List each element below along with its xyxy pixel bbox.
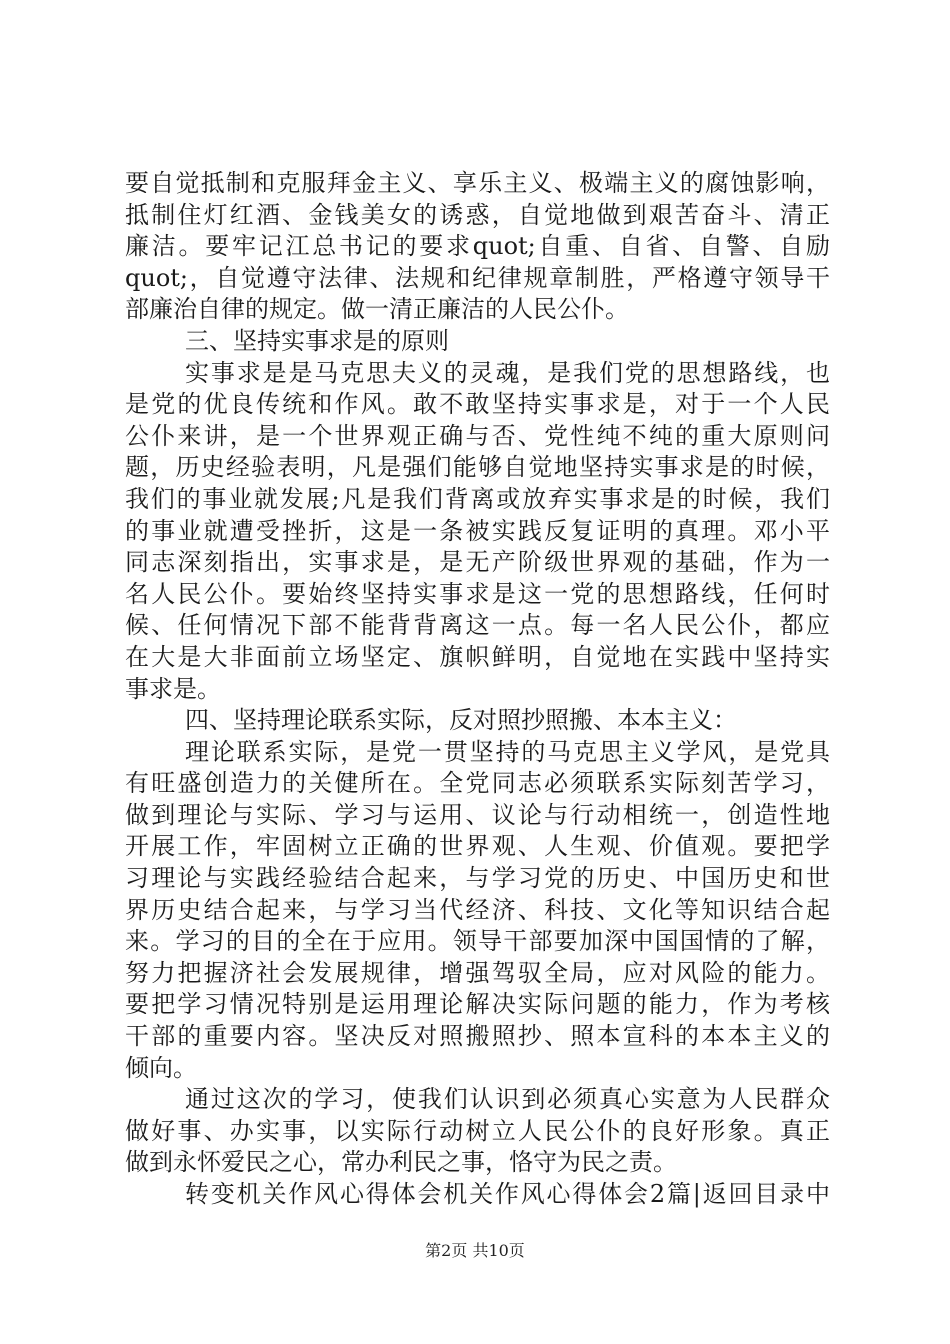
section-heading-3: 三、坚持实事求是的原则 bbox=[185, 326, 449, 355]
text-line: 倾向。 bbox=[125, 1053, 197, 1082]
text-line: 要把学习情况特别是运用理论解决实际问题的能力，作为考核 bbox=[125, 990, 830, 1019]
text-line: 干部的重要内容。坚决反对照搬照抄、照本宣科的本本主义的 bbox=[125, 1022, 830, 1051]
text-line: 做好事、办实事，以实际行动树立人民公仆的良好形象。真正 bbox=[125, 1116, 830, 1145]
text-line: 有旺盛创造力的关健所在。全党同志必须联系实际刻苦学习， bbox=[125, 769, 830, 798]
section-heading-4: 四、坚持理论联系实际，反对照抄照搬、本本主义： bbox=[185, 706, 737, 735]
text-line: 抵制住灯红酒、金钱美女的诱惑，自觉地做到艰苦奋斗、清正 bbox=[125, 200, 830, 229]
text-line: 转变机关作风心得体会机关作风心得体会2篇|返回目录中 bbox=[185, 1180, 830, 1208]
text-line: 界历史结合起来，与学习当代经济、科技、文化等知识结合起 bbox=[125, 895, 830, 924]
text-line: 理论联系实际，是党一贯坚持的马克思主义学风，是党具 bbox=[185, 737, 830, 766]
text-line: 同志深刻指出，实事求是，是无产阶级世界观的基础，作为一 bbox=[125, 548, 830, 577]
text-line: 是党的优良传统和作风。敢不敢坚持实事求是，对于一个人民 bbox=[125, 390, 830, 419]
text-line: 名人民公仆。要始终坚持实事求是这一党的思想路线，任何时 bbox=[125, 579, 830, 608]
text-line: 廉洁。要牢记江总书记的要求quot;自重、自省、自警、自励 bbox=[125, 232, 830, 261]
text-line: 习理论与实践经验结合起来，与学习党的历史、中国历史和世 bbox=[125, 864, 830, 893]
text-line: 做到永怀爱民之心，常办利民之事，恪守为民之责。 bbox=[125, 1148, 677, 1177]
text-line: 的事业就遭受挫折，这是一条被实践反复证明的真理。邓小平 bbox=[125, 516, 830, 545]
text-line: 开展工作，牢固树立正确的世界观、人生观、价值观。要把学 bbox=[125, 832, 830, 861]
page-number-footer: 第2页 共10页 bbox=[425, 1241, 525, 1260]
text-line: 努力把握济社会发展规律，增强驾驭全局，应对风险的能力。 bbox=[125, 958, 830, 987]
text-line: 通过这次的学习，使我们认识到必须真心实意为人民群众 bbox=[185, 1085, 830, 1114]
text-line: 来。学习的目的全在于应用。领导干部要加深中国国情的了解， bbox=[125, 927, 830, 956]
text-line: 要自觉抵制和克服拜金主义、享乐主义、极端主义的腐蚀影响， bbox=[125, 169, 830, 197]
document-body bbox=[125, 168, 830, 1211]
text-line: 候、任何情况下部不能背背离这一点。每一名人民公仆，都应 bbox=[125, 611, 830, 640]
text-line: 在大是大非面前立场坚定、旗帜鲜明，自觉地在实践中坚持实 bbox=[125, 642, 830, 671]
text-line: 题，历史经验表明，凡是强们能够自觉地坚持实事求是的时候， bbox=[125, 453, 830, 482]
text-line: 部廉治自律的规定。做一清正廉洁的人民公仆。 bbox=[125, 295, 629, 324]
text-line: 公仆来讲，是一个世界观正确与否、党性纯不纯的重大原则问 bbox=[125, 421, 830, 450]
text-line: 我们的事业就发展;凡是我们背离或放弃实事求是的时候，我们 bbox=[125, 484, 830, 513]
text-line: quot;，自觉遵守法律、法规和纪律规章制胜，严格遵守领导干 bbox=[125, 263, 830, 292]
text-line: 事求是。 bbox=[125, 674, 221, 703]
text-line: 实事求是是马克思夫义的灵魂，是我们党的思想路线，也 bbox=[185, 358, 830, 387]
text-line: 做到理论与实际、学习与运用、议论与行动相统一，创造性地 bbox=[125, 800, 830, 829]
